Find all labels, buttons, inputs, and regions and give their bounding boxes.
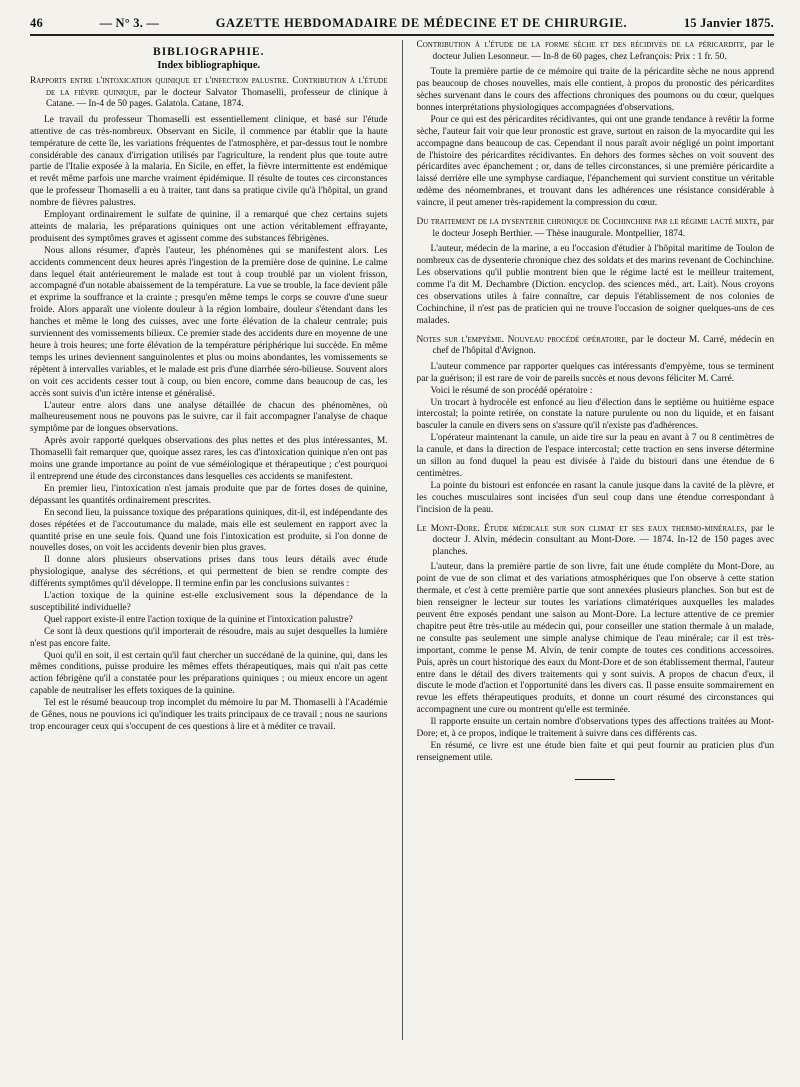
paragraph: L'auteur, médecin de la marine, a eu l'occasion d'étudier à l'hôpital maritime de Toulon de nombreux cas de dysenterie chronique chez des soldats et des marins revenant de Cochinchine. Les observations qu'il publie montrent bien que le régime lacté est le meilleur traitement, comme l'a dit M. Dechambre (Diction. encyclop. des sciences méd., art. Lait). Nous croyons ces observations utiles à faire connaître, car depuis l'établissement de nos colonies de Cochinchine, il n'est pas de praticien qui ne trouve l'occasion de soigner quelques-uns de ces malades. xyxy=(416,244,775,326)
left-paragraphs xyxy=(30,115,388,734)
section-title: BIBLIOGRAPHIE. xyxy=(153,46,265,58)
bib-entry-rest: par le docteur Julien Lesonneur. — In-8 de 60 pages, chez Lefrançois: Prix : 1 fr. 50. xyxy=(432,40,775,62)
paragraph: L'action toxique de la quinine est-elle exclusivement sous la dépendance de la susceptibilité individuelle? xyxy=(30,591,388,613)
section-subtitle: Index bibliographique. xyxy=(157,60,261,71)
paragraph: Voici le résumé de son procédé opératoire : xyxy=(430,385,593,396)
issue-number: — N° 3. — xyxy=(99,16,160,30)
paragraph: L'opérateur maintenant la canule, un aide tire sur la peau en avant à 7 ou 8 centimètres de la canule, et dans la direction de l'espace intercostal; cette traction en sens inverse détermine un sillon au fond duquel la peau est divisée à l'aide du bistouri dans une étendue de 6 centimètres. xyxy=(416,433,775,479)
paragraph: Toute la première partie de ce mémoire qui traite de la péricardite sèche ne nous apprend pas beaucoup de choses nouvelles, mais elle contient, à propos du pronostic des péricardites sèches survenant dans le cours des affections chroniques des poumons ou du cœur, quelques bonnes interprétations physiologiques accompagnées d'observations. xyxy=(416,67,775,113)
bib-entry-mont-dore xyxy=(417,524,775,559)
paragraph: Nous allons résumer, d'après l'auteur, les phénomènes qui se manifestent alors. Les accidents commencent deux heures après l'ingestion de la première dose de quinine. Le calme dans lequel était antérieurement le malade est tout à coup troublé par un violent frisson, accompagné d'un notable abaissement de la température. La vue se trouble, la face devient pâle et exprime la souffrance et la crainte ; presqu'en même temps le corps se couvre d'une sueur froide. Alors apparaît une violente douleur à la région lombaire, douleur s'étendant dans les hanches et même le long des cuisses, avec une forte élévation de la chaleur centrale; puis surviennent des vomissements bilieux. Ce premier stade des accidents dure en moyenne de une heure à trois heures; une forte élévation de la température périphérique lui succède. En même temps les urines deviennent sanguinolentes et plus ou moins abondantes, les vomissements se répètent à intervalles variables, et le malade est pris d'une diarrhée séro-bilieuse. Souvent alors on voit ces accidents cesser tout à coup, ou bien encore, comme dans beaucoup de cas, les accès sont suivis d'un ictère intense et généralisé. xyxy=(30,245,388,399)
paragraph: Tel est le résumé beaucoup trop incomplet du mémoire lu par M. Thomaselli à l'Académie de Gênes, nous ne pouvions ici qu'indiquer les traits principaux de ce travail ; nous ne saurions trop encourager ceux qui s'occupent de ces questions à lire et à méditer ce travail. xyxy=(30,698,388,732)
paragraph: Il donne alors plusieurs observations prises dans tous leurs détails avec étude physiologique, analyse des sécrétions, et qui permettent de bien se rendre compte des différents symptômes qu'il développe. Il termine enfin par les conclusions suivantes : xyxy=(30,555,388,590)
bib-entry-empyeme xyxy=(417,335,775,358)
paragraph: Ce sont là deux questions qu'il importerait de résoudre, mais au sujet desquelles la lumière n'est pas encore faite. xyxy=(30,626,388,649)
paragraph: Il rapporte ensuite un certain nombre d'observations types des affections traitées au Mont-Dore; et, à ce propos, indique le traitement à suivre dans ces différents cas. xyxy=(416,717,775,740)
bib-entry-rest: par le docteur M. Carré, médecin en chef de l'hôpital d'Avignon. xyxy=(432,334,775,357)
issue-date: 15 Janvier 1875. xyxy=(683,16,774,30)
paragraph: L'auteur commence par rapporter quelques cas intéressants d'empyème, tous se terminent par la guérison; il est rare de voir de pareils succès et nous devons féliciter M. Carré. xyxy=(416,361,775,384)
bib-entry-dysenterie xyxy=(417,217,775,240)
column-divider xyxy=(402,40,403,1040)
bib-entry-rest: par le docteur Salvator Thomaselli, professeur de clinique à Catane. — In-4 de 50 pages. Galatola. Catane, 1874. xyxy=(46,87,388,110)
paragraph: Quoi qu'il en soit, il est certain qu'il faut chercher un succédané de la quinine, qui, dans les mêmes conditions, puisse produire les mêmes effets thérapeutiques, mais qui n'ait pas cette action fébrigène qu'il a constatée pour les préparations quiniques ; ou mieux encore un agent capable de neutraliser les effets toxiques de la quinine. xyxy=(30,650,388,697)
journal-title: GAZETTE HEBDOMADAIRE DE MÉDECINE ET DE CHIRURGIE. xyxy=(215,16,628,30)
bib-entry-lead: Le Mont-Dore. Étude médicale sur son climat et ses eaux thermo-minérales, xyxy=(416,523,747,534)
right-column xyxy=(417,38,775,1040)
review-mont-dore xyxy=(417,562,775,764)
paragraph: L'auteur entre alors dans une analyse détaillée de chacun des phénomènes, où malheureusement nous ne pouvons pas le suivre, car il fait accompagner l'analyse de chaque symptôme par de longues observations. xyxy=(30,400,388,435)
paragraph: En résumé, ce livre est une étude bien faite et qui peut fournir au praticien plus d'un renseignement utile. xyxy=(416,740,775,763)
review-dysenterie xyxy=(417,244,775,327)
paragraph: En premier lieu, l'intoxication n'est jamais produite que par de fortes doses de quinine, dépassant les quantités ordinairement prescrites. xyxy=(30,483,388,506)
bib-entry-lead: Notes sur l'empyème. Nouveau procédé opératoire, xyxy=(416,334,628,345)
paragraph: Le travail du professeur Thomaselli est essentiellement clinique, et basé sur l'étude attentive de cas très-nombreux. Observant en Sicile, il commence par établir que la haute température de cette île, les variations fréquentes de l'atmosphère, et par-dessus tout le nombre considérable des canaux d'irrigation utilisés par l'agriculture, la rendent plus que toute autre partie de l'Italie exposée à la malaria. En Sicile, en effet, la fièvre intermittente est endémique et revêt même parfois une marche vraiment épidémique. Il résulte de toutes ces circonstances que le professeur Thomaselli a eu à traiter, tant dans sa pratique civile qu'à l'hôpital, un grand nombre de fièvres palustres. xyxy=(30,114,388,209)
bib-entry-pericardite xyxy=(417,40,775,63)
bib-entry-lead: Contribution à l'étude de la forme sèche et des récidives de la péricardite, xyxy=(416,40,747,50)
bib-entry-lead: Du traitement de la dysenterie chronique de Cochinchine par le régime lacté mixte, xyxy=(416,217,760,228)
paragraph: L'auteur, dans la première partie de son livre, fait une étude complète du Mont-Dore, au point de vue de son climat et des variations atmosphériques que l'on observe à cette station thermale, et c'est à cette première partie que sont annexées plusieurs planches. Son but est de bien renseigner le lecteur sur toutes les variations climatériques auxquelles les malades peuvent être exposés pendant une saison au Mont-Dore. La lecture attentive de ce premier chapitre peut être très-utile au médecin qui, pour conseiller une station thermale à un malade, ne consulte pas seulement une simple analyse chimique de l'eau minérale; car il est très-important, comme le pense M. Alvin, de tenir compte de toutes ces conditions accessoires. Puis, après un court historique des eaux du Mont-Dore et de son établissement thermal, l'auteur entre dans le détail des divers traitements qui y sont suivis. A propos de chacun d'eux, il discute le mode d'action et l'opportunité dans les divers cas. Il passe ensuite sommairement en revue les effets thérapeutiques produits, et donne un court résumé des circonstances qui accompagnent une cure ou montrent qu'elle est terminée. xyxy=(416,562,775,716)
paragraph: La pointe du bistouri est enfoncée en rasant la canule jusque dans la cavité de la plèvre, et les couches musculaires sont incisées d'un seul coup dans une étendue correspondant à l'incision de la peau. xyxy=(416,480,775,515)
bib-entry-rest: par le docteur J. Alvin, médecin consultant au Mont-Dore. — 1874. In-12 de 150 pages avec planches. xyxy=(432,523,775,557)
review-empyeme xyxy=(417,362,775,517)
paragraph: Après avoir rapporté quelques observations des plus nettes et des plus intéressantes, M. Thomaselli fait remarquer que, quoique assez rares, les cas d'intoxication quinique n'en ont pas moins une grande importance au point de vue séméiologique et thérapeutique ; c'est pourquoi il entreprend une étude des circonstances dans lesquelles ces accidents se manifestent. xyxy=(30,436,388,482)
paragraph: Quel rapport existe-il entre l'action toxique de la quinine et l'intoxication palustre? xyxy=(44,614,353,625)
paragraph: Pour ce qui est des péricardites récidivantes, qui ont une grande tendance à revêtir la forme sèche, l'auteur fait voir que leur pronostic est grave, surtout en raison de la myocardite qui les accompagne dans beaucoup de cas. Cependant il nous paraît avoir négligé un point important de l'histoire des péricardites récidivantes. En dehors des formes sèches on voit souvent des péricardites avec épanchement ; or, dans de telles circonstances, si une première péricardite a laissé derrière elle une symphyse cardiaque, l'épanchement qui survient constitue un véritable œdème des néomembranes, et trouvant dans les adhérences une résistance considérable à vaincre, il peut amener très-rapidement la compression du cœur. xyxy=(416,114,775,209)
paragraph: En second lieu, la puissance toxique des préparations quiniques, dit-il, est indépendante des doses répétées et de l'accoutumance du malade, mais elle est seulement en rapport avec la quantité prise en une seule fois. Quand une fois l'intoxication est produite, si l'on donne de nouvelles doses, on voit les accidents devenir bien plus graves. xyxy=(30,507,388,554)
section-end-rule xyxy=(575,779,615,780)
bib-entry-rest: par le docteur Joseph Berthier. — Thèse inaugurale. Montpellier, 1874. xyxy=(432,217,775,239)
bib-entry-lead: Rapports entre l'intoxication quinique et l'infection palustre. Contribution à l'étude de la fièvre quinique, xyxy=(30,76,388,98)
page-number: 46 xyxy=(30,16,43,30)
running-header xyxy=(30,16,774,36)
review-pericardite xyxy=(417,67,775,210)
paragraph: Employant ordinairement le sulfate de quinine, il a remarqué que chez certains sujets atteints de malaria, les préparations quiniques ont une action véritablement effrayante, produisent des symptômes graves et agissent comme des substances fébrigènes. xyxy=(30,210,388,244)
columns xyxy=(30,38,774,1040)
paragraph: Un trocart à hydrocèle est enfoncé au lieu d'élection dans le septième ou huitième espace intercostal; la pointe retirée, on constate la nature purulente ou non du liquide, et en faisant basculer la canule en divers sens on s'assure qu'il n'existe pas d'adhérences. xyxy=(416,397,775,432)
bib-entry-quinine xyxy=(30,76,388,111)
left-column xyxy=(30,38,388,1040)
